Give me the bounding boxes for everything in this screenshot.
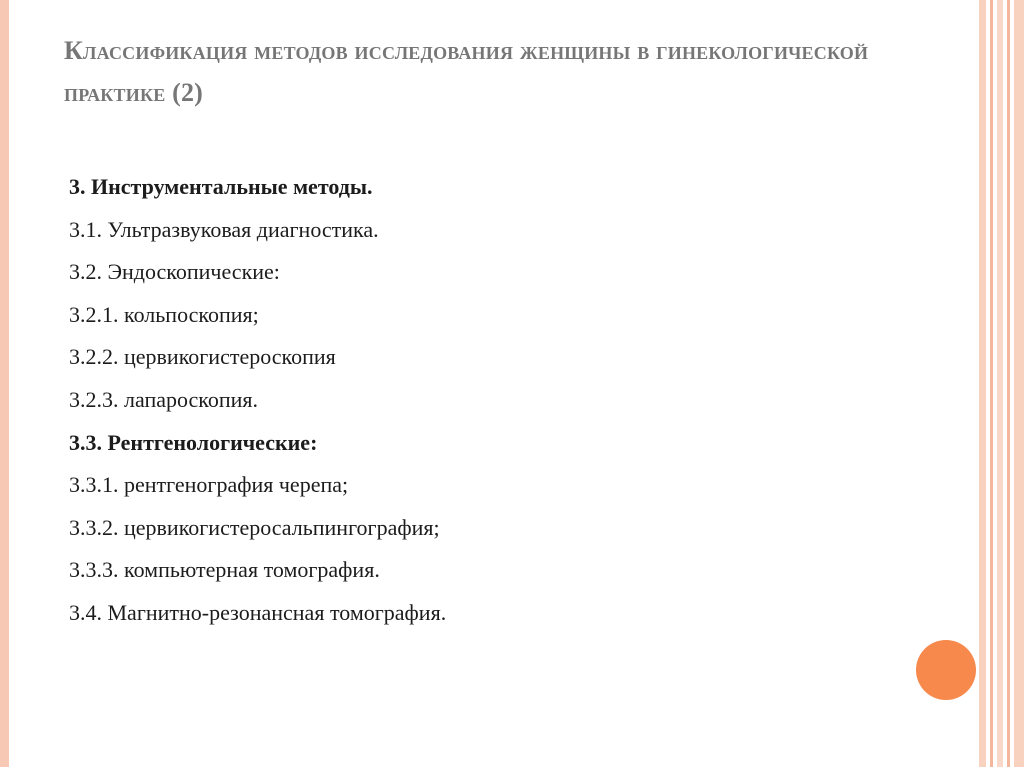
left-border-decoration [0, 0, 9, 767]
list-item: 3.2. Эндоскопические: [69, 259, 280, 285]
list-item: 3.2.3. лапароскопия. [69, 386, 259, 412]
slide-title: Классификация методов исследования женщины в гинекологической практике (2) [64, 36, 869, 107]
right-stripe-decoration [997, 0, 1003, 767]
right-stripe-decoration [1014, 0, 1024, 767]
right-stripe-decoration [990, 0, 993, 767]
right-stripe-decoration [1007, 0, 1010, 767]
list-item: 3.3.1. рентгенография черепа; [69, 472, 349, 498]
list-item: 3.4. Магнитно-резонансная томография. [69, 599, 447, 625]
list-item: 3.3.2. цервикогистеросальпингография; [69, 514, 440, 540]
list-item: 3.2.1. кольпоскопия; [69, 301, 259, 327]
list-item: 3. Инструментальные методы. [69, 174, 373, 199]
list-item: 3.1. Ультразвуковая диагностика. [69, 216, 379, 242]
list-item: 3.3.3. компьютерная томография. [69, 557, 380, 583]
right-stripe-decoration [979, 0, 986, 767]
list-item: 3.2.2. цервикогистероскопия [69, 344, 336, 370]
content-list [69, 166, 929, 635]
list-item: 3.3. Рентгенологические: [69, 429, 318, 455]
orange-circle-decoration [916, 640, 976, 700]
